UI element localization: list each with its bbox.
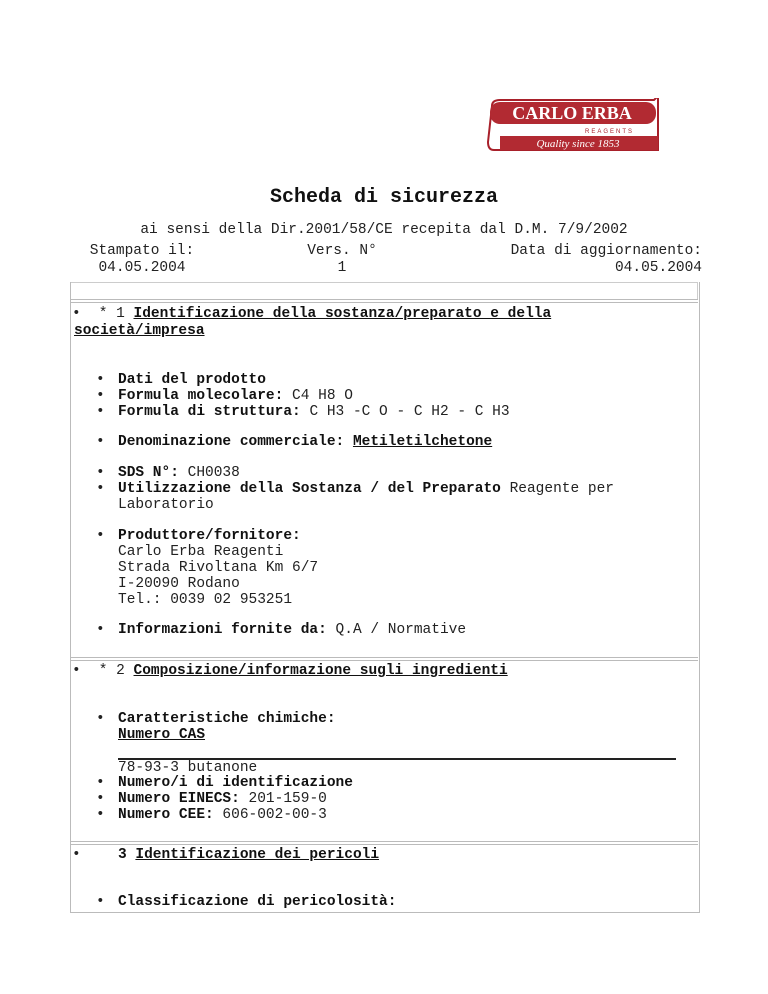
formula-str-label: Formula di struttura: (118, 404, 301, 420)
formula-str-value: C H3 -C O - C H2 - C H3 (309, 404, 510, 420)
dati-prodotto: Dati del prodotto (118, 372, 266, 388)
caratteristiche: Caratteristiche chimiche: (118, 711, 336, 727)
section-bullet: • (72, 847, 81, 863)
svg-text:REAGENTS: REAGENTS (584, 129, 634, 135)
classificazione: Classificazione di pericolosità: (118, 894, 397, 910)
section-bullet: • (72, 663, 81, 679)
cee-value: 606-002-00-3 (222, 807, 327, 823)
version-label: Vers. N° (307, 243, 377, 259)
printed-value: 04.05.2004 (98, 260, 186, 276)
cas-header: Numero CAS (118, 727, 206, 743)
cas-row: 78-93-3 butanone (118, 760, 258, 776)
denominazione-value: Metiletilchetone (352, 434, 493, 450)
version-value: 1 (337, 260, 347, 276)
produttore-line: Carlo Erba Reagenti (118, 544, 284, 560)
updated-value: 04.05.2004 (614, 260, 702, 276)
utilizzo-value: Reagente per (509, 481, 614, 497)
info-label: Informazioni fornite da: (118, 622, 327, 638)
cee-label: Numero CEE: (118, 807, 214, 823)
section-bullet: • (72, 306, 81, 322)
einecs-label: Numero EINECS: (118, 791, 240, 807)
section-2-heading: * 2 Composizione/informazione sugli ingredienti (98, 663, 508, 679)
sds-value: CH0038 (187, 465, 240, 481)
subtitle: ai sensi della Dir.2001/58/CE recepita dal D.M. 7/9/2002 (140, 222, 628, 238)
sds-label: SDS N°: (118, 465, 179, 481)
section-3-heading: 3 Identificazione dei pericoli (118, 847, 380, 863)
produttore-line: I-20090 Rodano (118, 576, 240, 592)
section-1-heading: * 1 Identificazione della sostanza/preparato e della (98, 306, 552, 322)
page-title: Scheda di sicurezza (269, 186, 499, 209)
carlo-erba-logo (486, 98, 662, 154)
numero-id: Numero/i di identificazione (118, 775, 353, 791)
denominazione-label: Denominazione commerciale: (118, 434, 345, 450)
printed-label: Stampato il: (89, 243, 195, 259)
formula-mol-value: C4 H8 O (292, 388, 353, 404)
produttore-line: Strada Rivoltana Km 6/7 (118, 560, 319, 576)
updated-label: Data di aggiornamento: (510, 243, 702, 259)
produttore-line: Tel.: 0039 02 953251 (118, 592, 293, 608)
svg-text:CARLO ERBA: CARLO ERBA (512, 103, 632, 123)
divider (70, 299, 698, 303)
section-1-title-line2: società/impresa (74, 323, 205, 339)
utilizzo-label: Utilizzazione della Sostanza / del Preparato (118, 481, 501, 497)
divider (70, 841, 698, 845)
formula-mol-label: Formula molecolare: (118, 388, 284, 404)
divider (70, 657, 698, 661)
produttore-label: Produttore/fornitore: (118, 528, 301, 544)
utilizzo-value-cont: Laboratorio (118, 497, 214, 513)
info-value: Q.A / Normative (335, 622, 467, 638)
svg-text:Quality since 1853: Quality since 1853 (536, 138, 620, 150)
einecs-value: 201-159-0 (248, 791, 327, 807)
